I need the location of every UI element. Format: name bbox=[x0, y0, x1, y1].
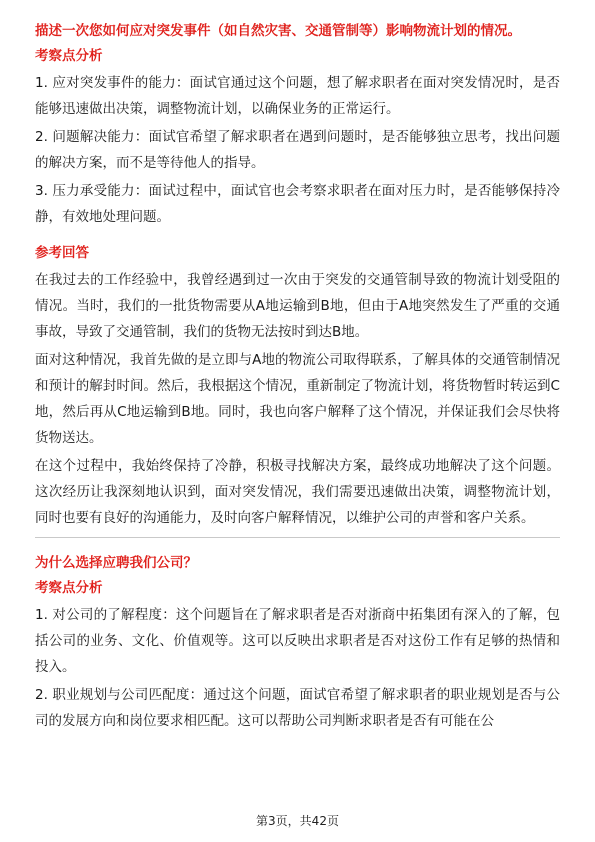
question-title: 为什么选择应聘我们公司？ bbox=[35, 555, 197, 571]
section-divider bbox=[35, 537, 560, 538]
answer-paragraph: 面对这种情况，我首先做的是立即与A地的物流公司取得联系，了解具体的交通管制情况和预计的解封时间。然后，我根据这个情况，重新制定了物流计划，将货物暂时转运到C地，然后再从C地运输到B地。同时，我也向客户解释了这个情况，并保证我们会尽快将货物送达。 bbox=[35, 352, 560, 446]
answer-paragraph: 在我过去的工作经验中，我曾经遇到过一次由于突发的交通管制导致的物流计划受阻的情况。当时，我们的一批货物需要从A地运输到B地，但由于A地突然发生了严重的交通事故，导致了交通管制，我们的货物无法按时到达B地。 bbox=[35, 272, 560, 340]
analysis-point: 2. 职业规划与公司匹配度：通过这个问题，面试官希望了解求职者的职业规划是否与公司的发展方向和岗位要求相匹配。这可以帮助公司判断求职者是否有可能在公 bbox=[35, 687, 560, 729]
analysis-heading: 考察点分析 bbox=[35, 48, 103, 64]
answer-paragraph: 在这个过程中，我始终保持了冷静，积极寻找解决方案，最终成功地解决了这个问题。这次经历让我深刻地认识到，面对突发情况，我们需要迅速做出决策，调整物流计划，同时也要有良好的沟通能力，及时向客户解释情况，以维护公司的声誉和客户关系。 bbox=[35, 458, 560, 526]
answer-heading: 参考回答 bbox=[35, 245, 89, 261]
analysis-point: 3. 压力承受能力：面试过程中，面试官也会考察求职者在面对压力时，是否能够保持冷静，有效地处理问题。 bbox=[35, 183, 560, 225]
question-title: 描述一次您如何应对突发事件（如自然灾害、交通管制等）影响物流计划的情况。 bbox=[35, 23, 521, 39]
analysis-heading: 考察点分析 bbox=[35, 580, 103, 596]
page-number: 第3页，共42页 bbox=[256, 814, 339, 828]
analysis-point: 1. 应对突发事件的能力：面试官通过这个问题，想了解求职者在面对突发情况时，是否能够迅速做出决策，调整物流计划，以确保业务的正常运行。 bbox=[35, 75, 560, 117]
analysis-point: 2. 问题解决能力：面试官希望了解求职者在遇到问题时，是否能够独立思考，找出问题的解决方案，而不是等待他人的指导。 bbox=[35, 129, 560, 171]
document-page bbox=[35, 20, 560, 736]
analysis-point: 1. 对公司的了解程度：这个问题旨在了解求职者是否对浙商中拓集团有深入的了解，包括公司的业务、文化、价值观等。这可以反映出求职者是否对这份工作有足够的热情和投入。 bbox=[35, 607, 560, 675]
